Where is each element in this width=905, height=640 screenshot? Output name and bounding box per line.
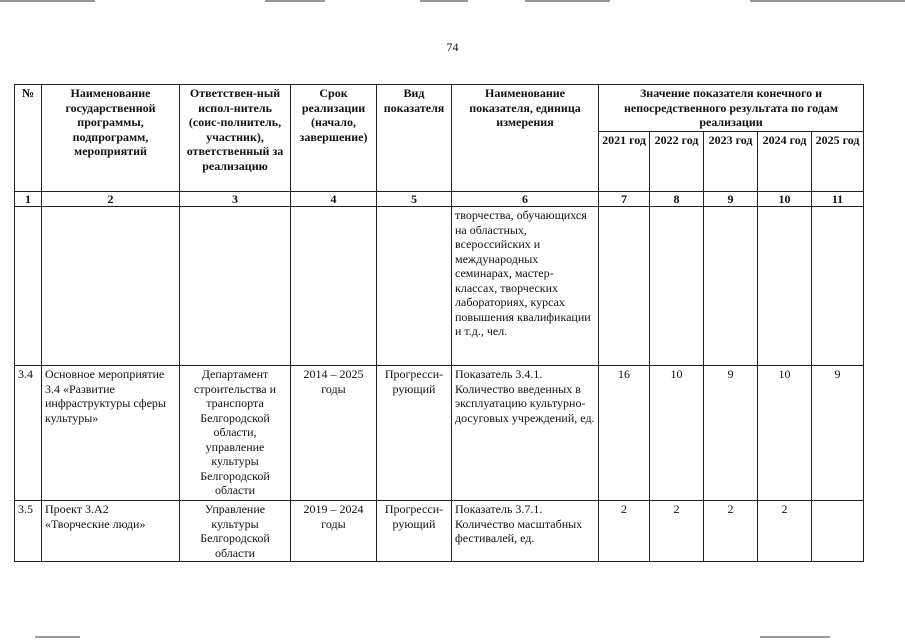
row-value — [599, 207, 650, 366]
row-indicator: творчества, обучающихся на областных, всероссийских и международных семинарах, мастер-классах, творческих лабораториях, курсах повышения квалификации и т.д., чел. — [452, 207, 599, 366]
table-row — [15, 501, 864, 562]
row-kind — [377, 207, 452, 366]
page-number: 74 — [446, 40, 459, 54]
row-value — [650, 207, 704, 366]
row-executor: Департамент строительства и транспорта Белгородской области, управление культуры Белгородской области — [180, 366, 291, 501]
header-year: 2021 год — [599, 131, 650, 191]
row-kind: Прогресси-рующий — [377, 366, 452, 501]
column-number: 1 — [15, 191, 42, 207]
row-name — [42, 207, 180, 366]
header-no: № — [15, 85, 42, 192]
column-number: 7 — [599, 191, 650, 207]
row-no — [15, 207, 42, 366]
header-executor: Ответствен-ный испол-нитель (соис-полнитель, участник), ответственный за реализацию — [180, 85, 291, 192]
column-number: 11 — [812, 191, 864, 207]
row-value: 2 — [599, 501, 650, 562]
row-value — [812, 207, 864, 366]
header-row — [15, 85, 864, 132]
scan-edge-line — [0, 0, 95, 2]
column-number: 9 — [704, 191, 758, 207]
table-row — [15, 366, 864, 501]
row-value: 9 — [812, 366, 864, 501]
row-indicator: Показатель 3.7.1. Количество масштабных фестивалей, ед. — [452, 501, 599, 562]
scan-edge-line — [760, 636, 830, 638]
header-indicator: Наименование показателя, единица измерения — [452, 85, 599, 192]
row-executor: Управление культуры Белгородской области — [180, 501, 291, 562]
header-year: 2022 год — [650, 131, 704, 191]
row-term: 2019 – 2024 годы — [291, 501, 377, 562]
row-kind: Прогресси-рующий — [377, 501, 452, 562]
header-year: 2023 год — [704, 131, 758, 191]
column-numbers-row — [15, 191, 864, 207]
column-number: 3 — [180, 191, 291, 207]
header-year: 2024 год — [758, 131, 812, 191]
row-value: 2 — [758, 501, 812, 562]
column-number: 6 — [452, 191, 599, 207]
row-indicator: Показатель 3.4.1. Количество введенных в эксплуатацию культурно-досуговых учреждений, ед. — [452, 366, 599, 501]
row-name: Основное мероприятие 3.4 «Развитие инфраструктуры сферы культуры» — [42, 366, 180, 501]
scan-edge-line — [750, 0, 905, 2]
header-term: Срок реализации (начало, завершение) — [291, 85, 377, 192]
scan-edge-line — [265, 0, 325, 2]
row-term — [291, 207, 377, 366]
header-values-group: Значение показателя конечного и непосредственного результата по годам реализации — [599, 85, 864, 132]
row-term: 2014 – 2025 годы — [291, 366, 377, 501]
scan-edge-line — [35, 636, 80, 638]
row-value: 16 — [599, 366, 650, 501]
scan-edge-line — [525, 0, 610, 2]
header-kind: Вид показателя — [377, 85, 452, 192]
row-value: 2 — [704, 501, 758, 562]
header-name: Наименование государственной программы, подпрограмм, мероприятий — [42, 85, 180, 192]
scan-edge-line — [420, 0, 468, 2]
row-no: 3.5 — [15, 501, 42, 562]
row-value: 2 — [650, 501, 704, 562]
column-number: 2 — [42, 191, 180, 207]
header-year: 2025 год — [812, 131, 864, 191]
row-value — [758, 207, 812, 366]
program-table — [14, 84, 864, 562]
row-executor — [180, 207, 291, 366]
row-value — [704, 207, 758, 366]
row-value: 9 — [704, 366, 758, 501]
table-row — [15, 207, 864, 366]
row-no: 3.4 — [15, 366, 42, 501]
row-value: 10 — [650, 366, 704, 501]
column-number: 4 — [291, 191, 377, 207]
row-value: 10 — [758, 366, 812, 501]
row-value — [812, 501, 864, 562]
column-number: 5 — [377, 191, 452, 207]
row-name: Проект 3.А2 «Творческие люди» — [42, 501, 180, 562]
column-number: 8 — [650, 191, 704, 207]
column-number: 10 — [758, 191, 812, 207]
